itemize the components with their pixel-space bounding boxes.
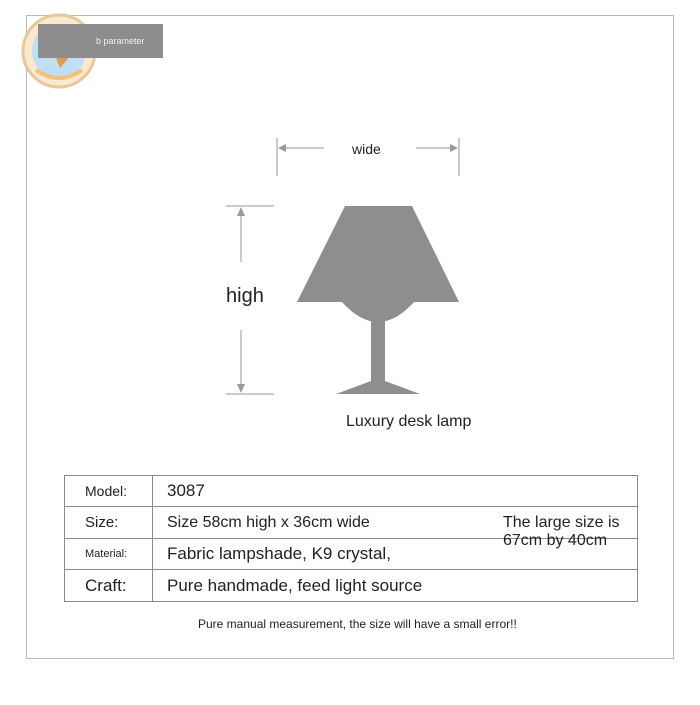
width-right-arrow — [450, 144, 458, 152]
spec-label: Model: — [65, 476, 153, 507]
spec-row-size — [65, 507, 638, 539]
spec-value-cell — [153, 507, 638, 549]
product-caption: Luxury desk lamp — [346, 413, 472, 430]
spec-label: Craft: — [65, 570, 153, 602]
lamp-silhouette — [297, 206, 459, 394]
lamp-shade — [297, 206, 459, 302]
spec-value: Fabric lampshade, K9 crystal, — [153, 539, 638, 570]
height-label: high — [226, 285, 264, 307]
parameter-tag-label: b parameter — [96, 36, 145, 46]
spec-value: 3087 — [153, 476, 638, 507]
spec-row-model — [65, 476, 638, 507]
width-label: wide — [352, 141, 381, 157]
height-top-arrow — [237, 207, 245, 216]
height-bottom-arrow — [237, 384, 245, 393]
spec-table — [64, 475, 638, 602]
spec-value: Pure handmade, feed light source — [153, 570, 638, 602]
lamp-base — [336, 381, 420, 394]
spec-row-craft — [65, 570, 638, 602]
measurement-footnote: Pure manual measurement, the size will have a small error!! — [198, 617, 517, 631]
lamp-stem — [371, 318, 385, 384]
width-left-arrow — [278, 144, 286, 152]
spec-label: Size: — [65, 507, 153, 539]
spec-value-large-size: The large size is 67cm by 40cm — [503, 513, 620, 549]
spec-label: Material: — [65, 539, 153, 570]
spec-value: Size 58cm high x 36cm wide — [167, 513, 370, 531]
